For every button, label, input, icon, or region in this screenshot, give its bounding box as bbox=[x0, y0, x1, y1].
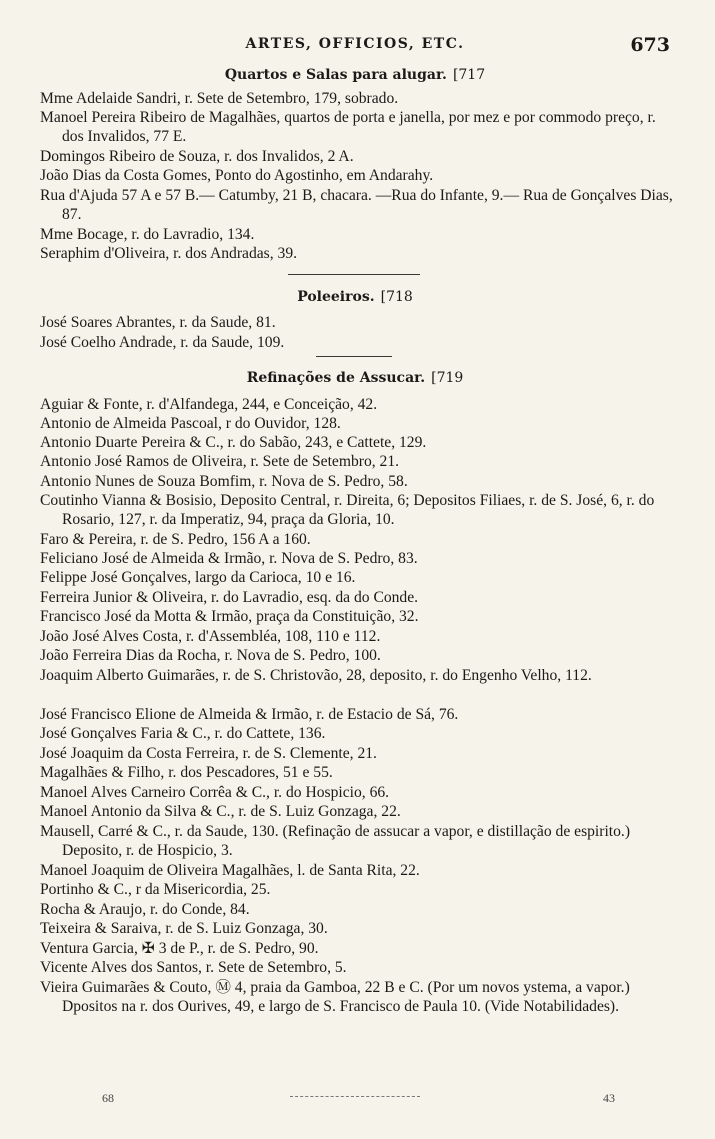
list-item: Rocha & Araujo, r. do Conde, 84. bbox=[40, 901, 250, 918]
section-number: [717 bbox=[452, 67, 486, 83]
list-item: Felippe José Gonçalves, largo da Carioca, 10 e 16. bbox=[40, 569, 356, 586]
list-item: Manoel Antonio da Silva & C., r. de S. Luiz Gonzaga, 22. bbox=[40, 803, 401, 820]
list-item: Seraphim d'Oliveira, r. dos Andradas, 39. bbox=[40, 245, 298, 262]
list-item: Joaquim Alberto Guimarães, r. de S. Christovão, 28, deposito, r. do Engenho Velho, 112. bbox=[40, 667, 592, 684]
section-divider bbox=[316, 356, 392, 357]
list-item: Mme Bocage, r. do Lavradio, 134. bbox=[40, 226, 255, 243]
list-item: Ferreira Junior & Oliveira, r. do Lavradio, esq. da do Conde. bbox=[40, 589, 419, 606]
list-item: Vicente Alves dos Santos, r. Sete de Setembro, 5. bbox=[40, 959, 347, 976]
list-item: Vieira Guimarães & Couto, Ⓜ 4, praia da Gamboa, 22 B e C. (Por um novos ystema, a vapor.) Dpositos na r. dos Ourives, 49, e largo de S. Francisco de Paula 10. (Vide Notabilidades). bbox=[40, 979, 630, 1016]
list-item: Manoel Joaquim de Oliveira Magalhães, l. de Santa Rita, 22. bbox=[40, 862, 420, 879]
section-title: Refinações de Assucar. bbox=[246, 370, 426, 386]
list-item: José Soares Abrantes, r. da Saude, 81. bbox=[40, 314, 276, 331]
footer-divider bbox=[290, 1096, 420, 1097]
list-item: Antonio Nunes de Souza Bomfim, r. Nova de S. Pedro, 58. bbox=[40, 473, 408, 490]
section-number: [719 bbox=[431, 370, 464, 386]
list-item: Antonio de Almeida Pascoal, r do Ouvidor, 128. bbox=[40, 415, 341, 432]
list-item: Magalhães & Filho, r. dos Pescadores, 51 e 55. bbox=[40, 764, 333, 781]
list-item: Francisco José da Motta & Irmão, praça da Constituição, 32. bbox=[40, 608, 419, 625]
list-item: Rua d'Ajuda 57 A e 57 B.— Catumby, 21 B, chacara. —Rua do Infante, 9.— Rua de Gonçalves Dias, 87. bbox=[40, 187, 673, 224]
list-item: Manoel Alves Carneiro Corrêa & C., r. do Hospicio, 66. bbox=[40, 784, 390, 801]
list-item: Coutinho Vianna & Bosisio, Deposito Central, r. Direita, 6; Depositos Filiaes, r. de S. José, 6, r. do Rosario, 127, r. da Imperatiz, 94, praça da Gloria, 10. bbox=[40, 492, 655, 529]
list-item: José Joaquim da Costa Ferreira, r. de S. Clemente, 21. bbox=[40, 745, 377, 762]
section-heading-refinacoes bbox=[40, 370, 670, 386]
section-title: Poleeiros. bbox=[297, 289, 375, 305]
list-item: Mausell, Carré & C., r. da Saude, 130. (Refinação de assucar a vapor, e distillação de espirito.) Deposito, r. de Hospicio, 3. bbox=[40, 823, 631, 860]
list-item: Manoel Pereira Ribeiro de Magalhães, quartos de porta e janella, por mez e por commodo preço, r. dos Invalidos, 77 E. bbox=[40, 109, 656, 146]
list-item: José Coelho Andrade, r. da Saude, 109. bbox=[40, 334, 285, 351]
list-item: Antonio Duarte Pereira & C., r. do Sabão, 243, e Cattete, 129. bbox=[40, 434, 427, 451]
list-item: João Dias da Costa Gomes, Ponto do Agostinho, em Andarahy. bbox=[40, 167, 434, 184]
list-item: João José Alves Costa, r. d'Assembléa, 108, 110 e 112. bbox=[40, 628, 381, 645]
list-item: Portinho & C., r da Misericordia, 25. bbox=[40, 881, 271, 898]
list-item: José Francisco Elione de Almeida & Irmão, r. de Estacio de Sá, 76. bbox=[40, 706, 459, 723]
list-item: Antonio José Ramos de Oliveira, r. Sete de Setembro, 21. bbox=[40, 453, 400, 470]
list-item: Domingos Ribeiro de Souza, r. dos Invalidos, 2 A. bbox=[40, 148, 354, 165]
section-title: Quartos e Salas para alugar. bbox=[224, 67, 447, 83]
running-head bbox=[40, 34, 670, 58]
list-item: Mme Adelaide Sandri, r. Sete de Setembro, 179, sobrado. bbox=[40, 90, 399, 107]
section-divider bbox=[288, 274, 420, 275]
section-number: [718 bbox=[380, 289, 413, 305]
list-item: Teixeira & Saraiva, r. de S. Luiz Gonzaga, 30. bbox=[40, 920, 328, 937]
page-number: 673 bbox=[630, 34, 670, 56]
list-item: Faro & Pereira, r. de S. Pedro, 156 A a 160. bbox=[40, 531, 311, 548]
list-item: João Ferreira Dias da Rocha, r. Nova de S. Pedro, 100. bbox=[40, 647, 381, 664]
signature-mark-right: 43 bbox=[603, 1091, 615, 1105]
list-item: Feliciano José de Almeida & Irmão, r. Nova de S. Pedro, 83. bbox=[40, 550, 418, 567]
signature-mark-left: 68 bbox=[102, 1091, 114, 1105]
list-item: José Gonçalves Faria & C., r. do Cattete, 136. bbox=[40, 725, 326, 742]
section-heading-quartos bbox=[40, 67, 670, 83]
section-heading-poleeiros bbox=[40, 289, 670, 305]
running-title: ARTES, OFFICIOS, ETC. bbox=[245, 36, 465, 52]
list-item: Aguiar & Fonte, r. d'Alfandega, 244, e Conceição, 42. bbox=[40, 396, 378, 413]
list-item: Ventura Garcia, ✠ 3 de P., r. de S. Pedro, 90. bbox=[40, 940, 319, 957]
